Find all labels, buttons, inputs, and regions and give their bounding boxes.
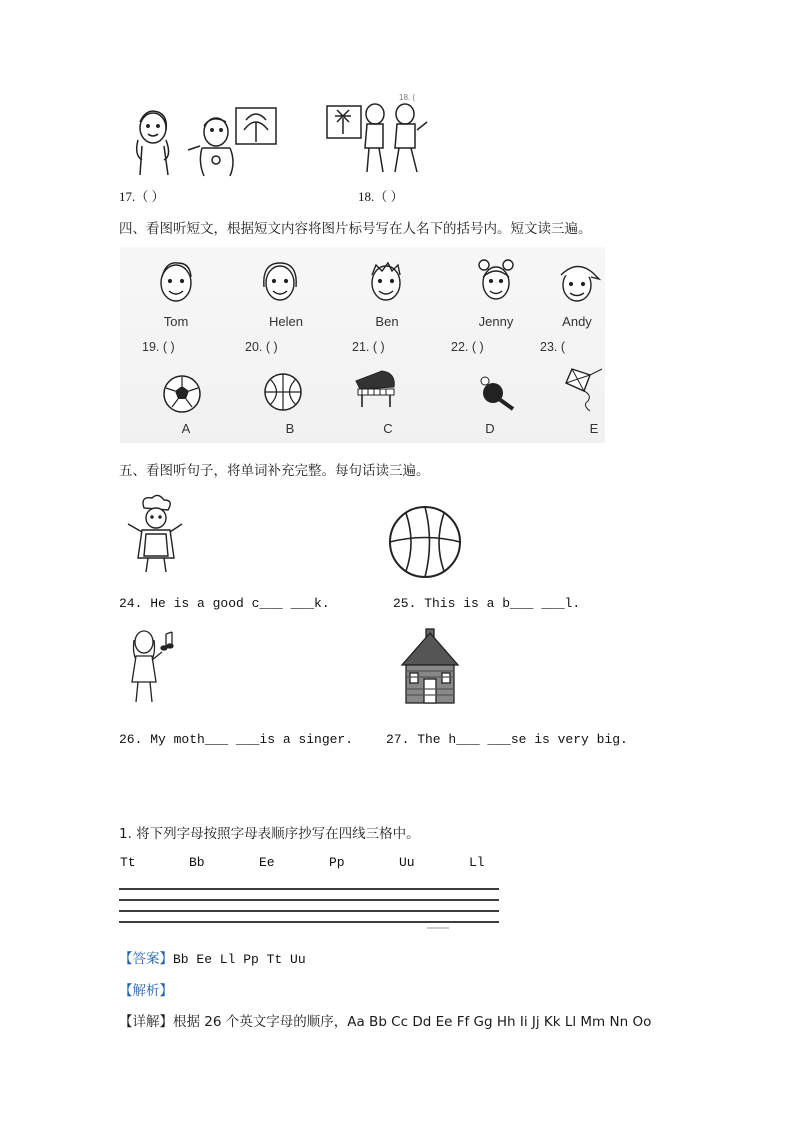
singer-picture: [122, 626, 202, 704]
question-1-prompt: 1. 将下列字母按照字母表顺序抄写在四线三格中。: [119, 826, 420, 842]
name-ben: Ben: [375, 314, 399, 329]
letter-b: B: [285, 421, 295, 436]
detail-line: [119, 1010, 651, 1030]
blank-20: 20. ( ): [245, 340, 278, 354]
question-17-label: 17.（ ）: [119, 189, 165, 204]
piano-icon: [352, 365, 398, 409]
letter-pp: Pp: [329, 855, 345, 870]
letter-c: C: [383, 421, 393, 436]
name-tom: Tom: [163, 314, 189, 329]
face-jenny: [474, 255, 518, 307]
answer-line: [119, 947, 306, 967]
question-26: 26. My moth___ ___is a singer.: [119, 732, 354, 747]
svg-text:18. (: 18. (: [399, 93, 416, 102]
answer-text: Bb Ee Ll Pp Tt Uu: [173, 952, 306, 967]
answer-tag: 【答案】: [119, 951, 173, 967]
picture-18: [323, 92, 438, 178]
name-helen: Helen: [269, 314, 303, 329]
house-picture: [398, 627, 462, 707]
letter-d: D: [485, 421, 495, 436]
letter-bb: Bb: [189, 855, 205, 870]
letter-uu: Uu: [399, 855, 415, 870]
blank-19: 19. ( ): [142, 340, 175, 354]
name-andy: Andy: [562, 314, 592, 329]
blank-21: 21. ( ): [352, 340, 385, 354]
name-jenny: Jenny: [478, 314, 514, 329]
section-4-heading: 四、看图听短文，根据短文内容将图片标号写在人名下的括号内。短文读三遍。: [119, 221, 592, 237]
basketball-icon: [263, 372, 303, 412]
letter-a: A: [181, 421, 191, 436]
four-line-grid: [119, 884, 501, 930]
face-andy: [555, 257, 601, 307]
blank-22: 22. ( ): [451, 340, 484, 354]
question-27: 27. The h___ ___se is very big.: [386, 732, 628, 747]
listening-picture-panel: [120, 247, 605, 443]
letter-tt: Tt: [120, 855, 136, 870]
question-18-label: 18.（ ）: [358, 189, 404, 204]
question-25: 25. This is a b___ ___l.: [393, 596, 581, 611]
picture-17: [128, 100, 283, 178]
letter-ll: Ll: [469, 855, 485, 870]
face-ben: [366, 257, 406, 307]
letter-e: E: [589, 421, 599, 436]
face-helen: [258, 257, 302, 307]
ping-pong-paddle-icon: [475, 373, 519, 413]
question-24: 24. He is a good c___ ___k.: [119, 596, 330, 611]
detail-tag: 【详解】: [119, 1014, 173, 1030]
section-5-heading: 五、看图听句子，将单词补充完整。每句话读三遍。: [119, 463, 430, 479]
cook-picture: [120, 494, 190, 574]
beach-ball-picture: [386, 503, 464, 581]
kite-icon: [562, 365, 604, 413]
analysis-tag: 【解析】: [119, 983, 173, 999]
soccer-ball-icon: [162, 374, 202, 414]
blank-23: 23. (: [540, 340, 566, 354]
detail-text: 根据 26 个英文字母的顺序，Aa Bb Cc Dd Ee Ff Gg Hh Ii Jj Kk Ll Mm Nn Oo: [173, 1014, 652, 1030]
letter-ee: Ee: [259, 855, 275, 870]
face-tom: [156, 257, 196, 307]
